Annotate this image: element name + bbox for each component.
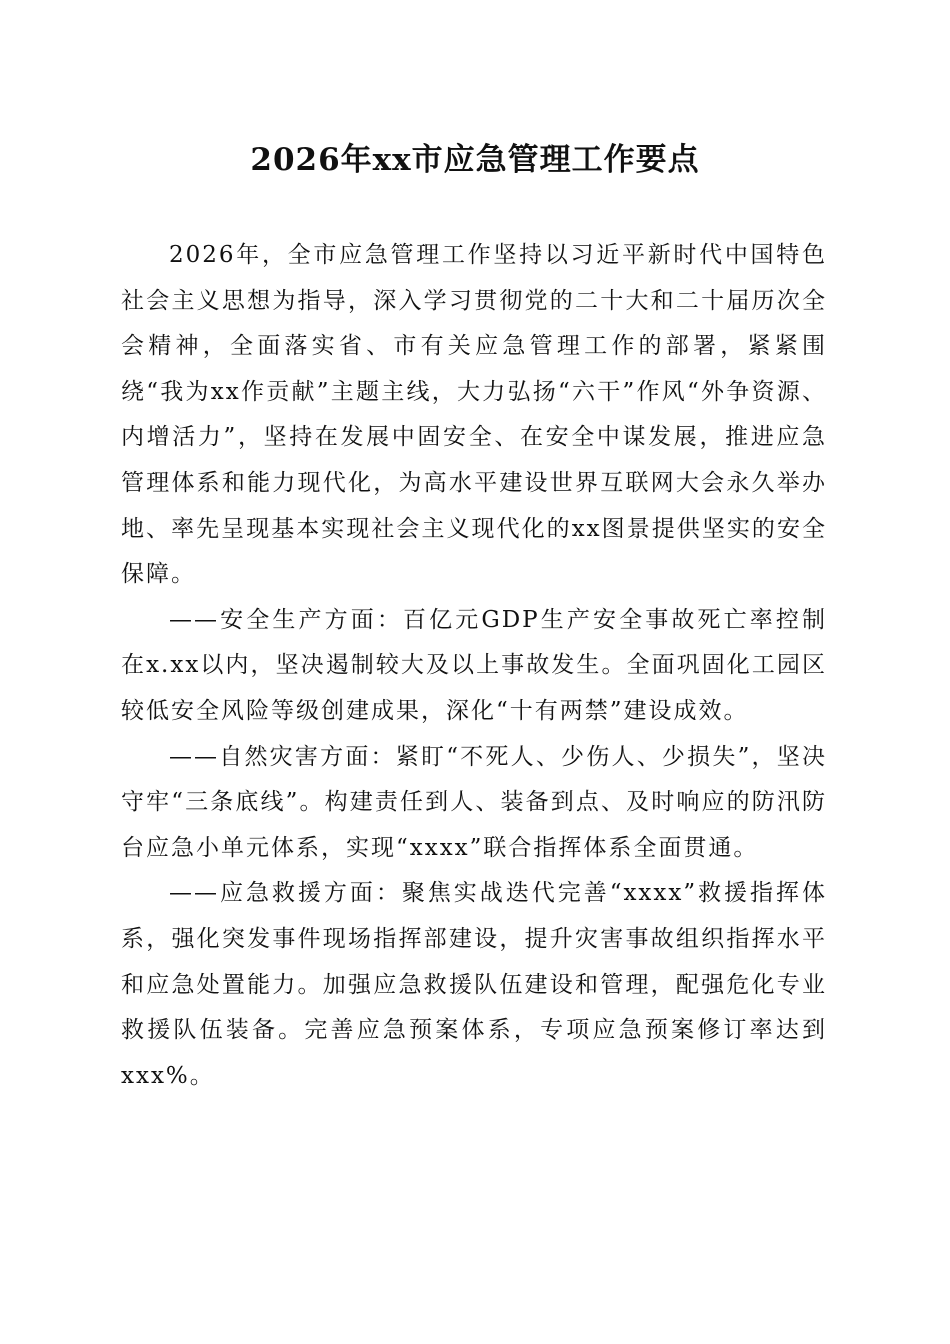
production-safety-paragraph: ——安全生产方面：百亿元GDP生产安全事故死亡率控制在x.xx以内，坚决遏制较大及以上事故发生。全面巩固化工园区较低安全风险等级创建成果，深化“十有两禁”建设成效。 (121, 606, 827, 724)
intro-paragraph: 2026年，全市应急管理工作坚持以习近平新时代中国特色社会主义思想为指导，深入学习贯彻党的二十大和二十届历次全会精神，全面落实省、市有关应急管理工作的部署，紧紧围绕“我为xx作贡献”主题主线，大力弘扬“六干”作风“外争资源、内增活力”，坚持在发展中固安全、在安全中谋发展，推进应急管理体系和能力现代化，为高水平建设世界互联网大会永久举办地、率先呈现基本实现社会主义现代化的xx图景提供坚实的安全保障。 (121, 242, 827, 588)
document-title: 2026年xx市应急管理工作要点 (250, 142, 700, 178)
document-body (121, 233, 827, 1099)
emergency-rescue-paragraph: ——应急救援方面：聚焦实战迭代完善“xxxx”救援指挥体系，强化突发事件现场指挥部建设，提升灾害事故组织指挥水平和应急处置能力。加强应急救援队伍建设和管理，配强危化专业救援队伍装备。完善应急预案体系，专项应急预案修订率达到xxx%。 (121, 880, 827, 1089)
natural-disaster-paragraph: ——自然灾害方面：紧盯“不死人、少伤人、少损失”，坚决守牢“三条底线”。构建责任到人、装备到点、及时响应的防汛防台应急小单元体系，实现“xxxx”联合指挥体系全面贯通。 (121, 743, 827, 861)
